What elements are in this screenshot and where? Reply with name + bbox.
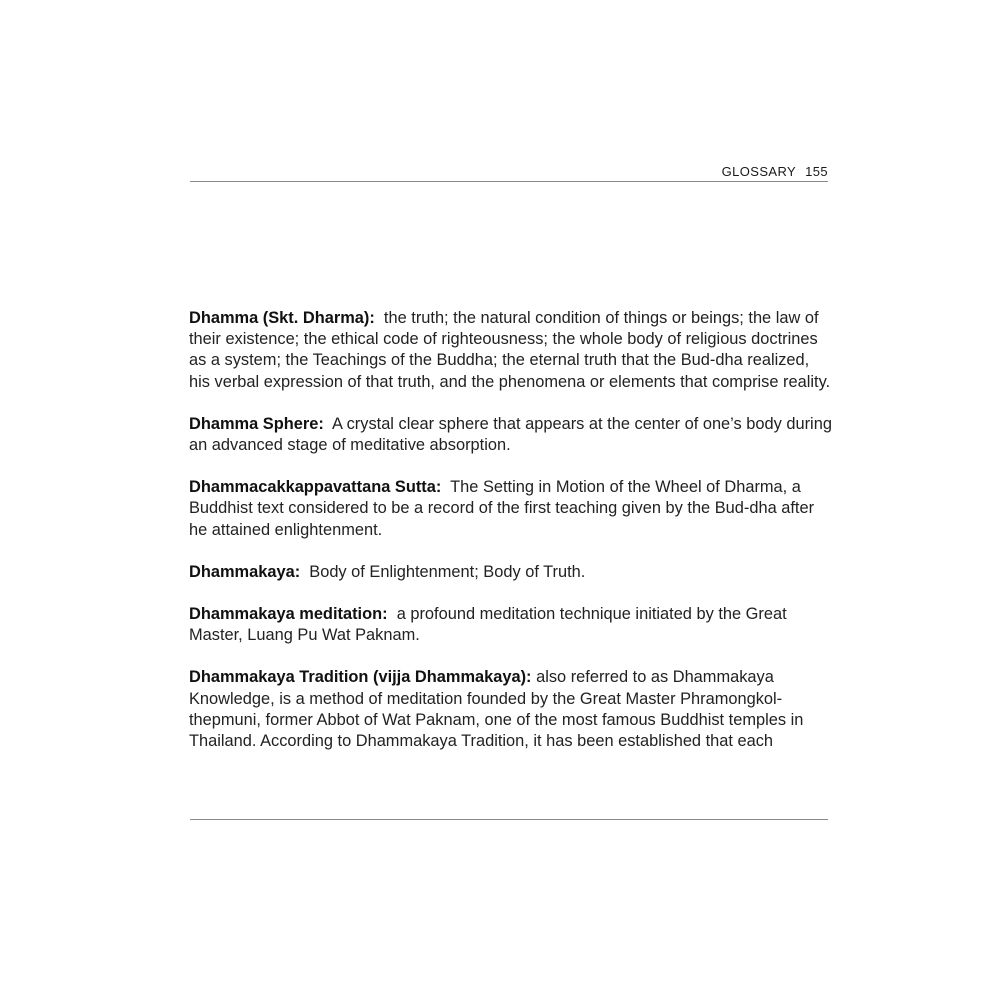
glossary-entry-dhamma-sphere	[189, 414, 834, 456]
glossary-entries	[189, 308, 834, 773]
glossary-term: Dhammakaya:	[189, 562, 301, 581]
glossary-definition: the truth; the natural condition of things or beings; the law of their existence; the ethical code of righteousness; the whole body of religious doctrines as a system; the Teachings of the Buddha; the eternal truth that the Bud-dha realized, his verbal expression of that truth, and the phenomena or elements that comprise reality.	[189, 309, 831, 391]
glossary-entry-dhammakaya-meditation	[189, 604, 834, 646]
glossary-entry-dhammakaya-tradition	[189, 667, 834, 752]
glossary-term: Dhammakaya meditation:	[189, 605, 388, 624]
page-number: 155	[805, 164, 828, 179]
glossary-entry-dhammacakkappavattana-sutta	[189, 477, 834, 541]
glossary-entry-dhamma	[189, 308, 834, 393]
section-label: GLOSSARY	[721, 164, 797, 179]
glossary-term: Dhammakaya Tradition (vijja Dhammakaya):	[189, 668, 532, 687]
glossary-definition: a profound meditation technique initiated by the Great Master, Luang Pu Wat Paknam.	[189, 605, 787, 645]
glossary-definition: A crystal clear sphere that appears at the center of one’s body during an advanced stage of meditative absorption.	[189, 414, 832, 455]
glossary-entry-dhammakaya	[189, 562, 834, 583]
glossary-definition: The Setting in Motion of the Wheel of Dharma, a Buddhist text considered to be a record of the first teaching given by the Bud-dha after he attained enlightenment.	[189, 478, 815, 539]
header-rule	[190, 181, 828, 182]
glossary-definition: Body of Enlightenment; Body of Truth.	[309, 562, 586, 581]
footer-rule	[190, 819, 828, 820]
glossary-term: Dhammacakkappavattana Sutta:	[189, 478, 442, 497]
glossary-term: Dhamma (Skt. Dharma):	[189, 309, 375, 327]
glossary-definition: also referred to as Dhammakaya Knowledge, is a method of meditation founded by the Great Master Phramongkol-thepmuni, former Abbot of Wat Paknam, one of the most famous Buddhist temples in Thailand. According to Dhammakaya Tradition, it has been established that each	[189, 668, 804, 751]
running-head	[190, 164, 828, 180]
glossary-term: Dhamma Sphere:	[189, 414, 324, 433]
